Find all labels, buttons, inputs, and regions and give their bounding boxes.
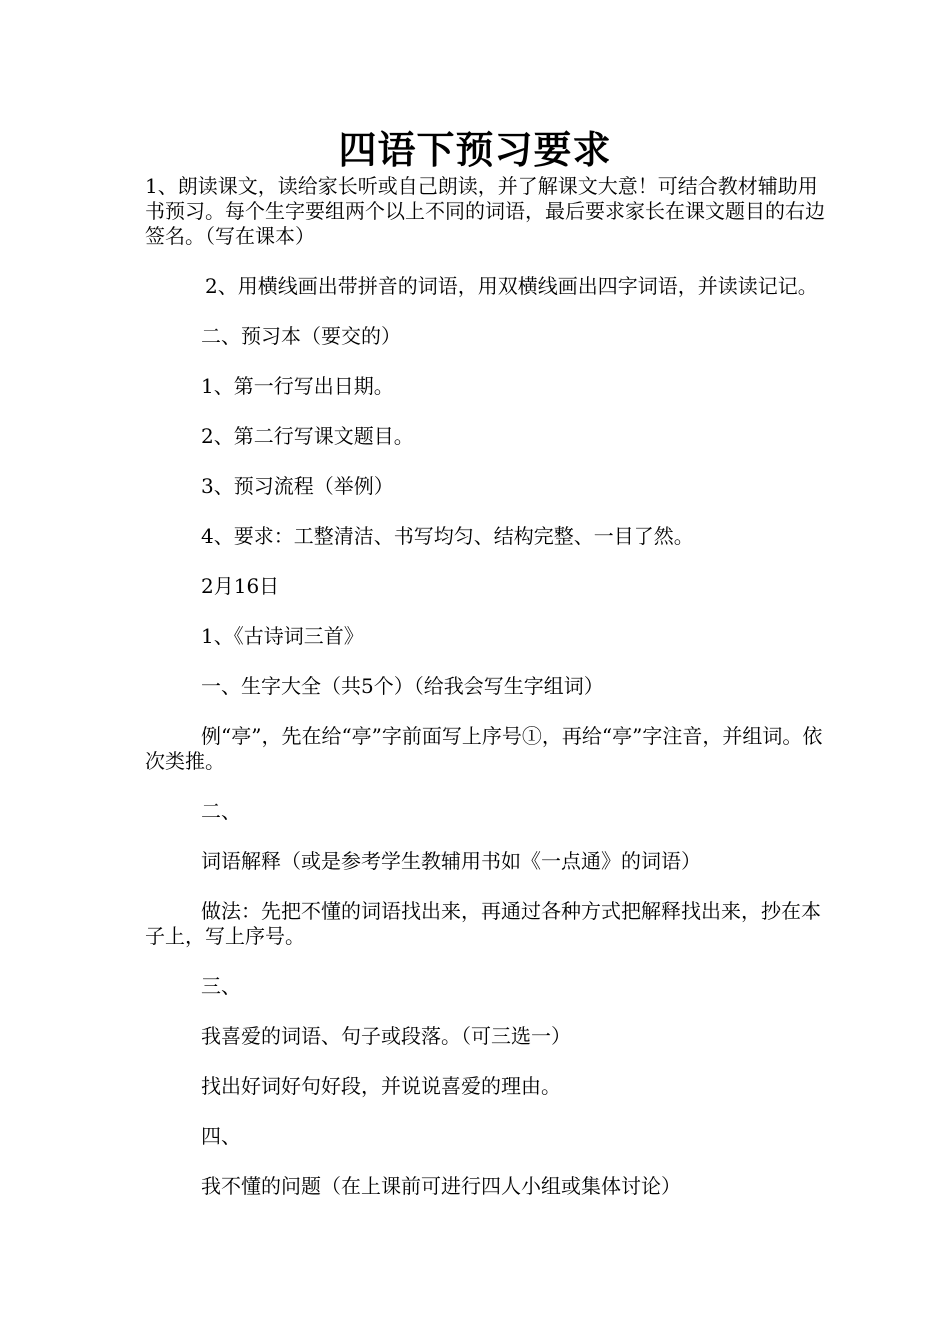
paragraph-8: 2月16日 (201, 574, 280, 598)
paragraph-7: 4、要求：工整清洁、书写均匀、结构完整、一目了然。 (201, 524, 694, 548)
paragraph-5: 2、第二行写课文题目。 (201, 424, 414, 448)
paragraph-18: 四、 (201, 1124, 241, 1148)
paragraph-3: 二、预习本（要交的） (201, 324, 401, 348)
document-body (145, 174, 830, 1199)
paragraph-10: 一、生字大全（共5个）（给我会写生字组词） (201, 674, 604, 698)
paragraph-2: 2、用横线画出带拼音的词语，用双横线画出四字词语，并读读记记。 (205, 274, 818, 298)
paragraph-19: 我不懂的问题（在上课前可进行四人小组或集体讨论） (201, 1174, 681, 1198)
paragraph-14: 做法：先把不懂的词语找出来，再通过各种方式把解释找出来，抄在本子上，写上序号。 (145, 899, 821, 948)
paragraph-9: 1、《古诗词三首》 (201, 624, 364, 648)
paragraph-6: 3、预习流程（举例） (201, 474, 394, 498)
paragraph-4: 1、第一行写出日期。 (201, 374, 394, 398)
paragraph-12: 二、 (201, 799, 241, 823)
page-title: 四语下预习要求 (338, 127, 612, 172)
paragraph-15: 三、 (201, 974, 241, 998)
paragraph-13: 词语解释（或是参考学生教辅用书如《一点通》的词语） (201, 849, 701, 873)
paragraph-1: 1、朗读课文，读给家长听或自己朗读，并了解课文大意！可结合教材辅助用书预习。每个生字要组两个以上不同的词语，最后要求家长在课文题目的右边签名。（写在课本） (145, 174, 825, 248)
paragraph-17: 找出好词好句好段，并说说喜爱的理由。 (201, 1074, 561, 1098)
paragraph-16: 我喜爱的词语、句子或段落。（可三选一） (201, 1024, 571, 1048)
paragraph-11: 例“亭”，先在给“亭”字前面写上序号①，再给“亭”字注音，并组词。依次类推。 (145, 724, 823, 773)
